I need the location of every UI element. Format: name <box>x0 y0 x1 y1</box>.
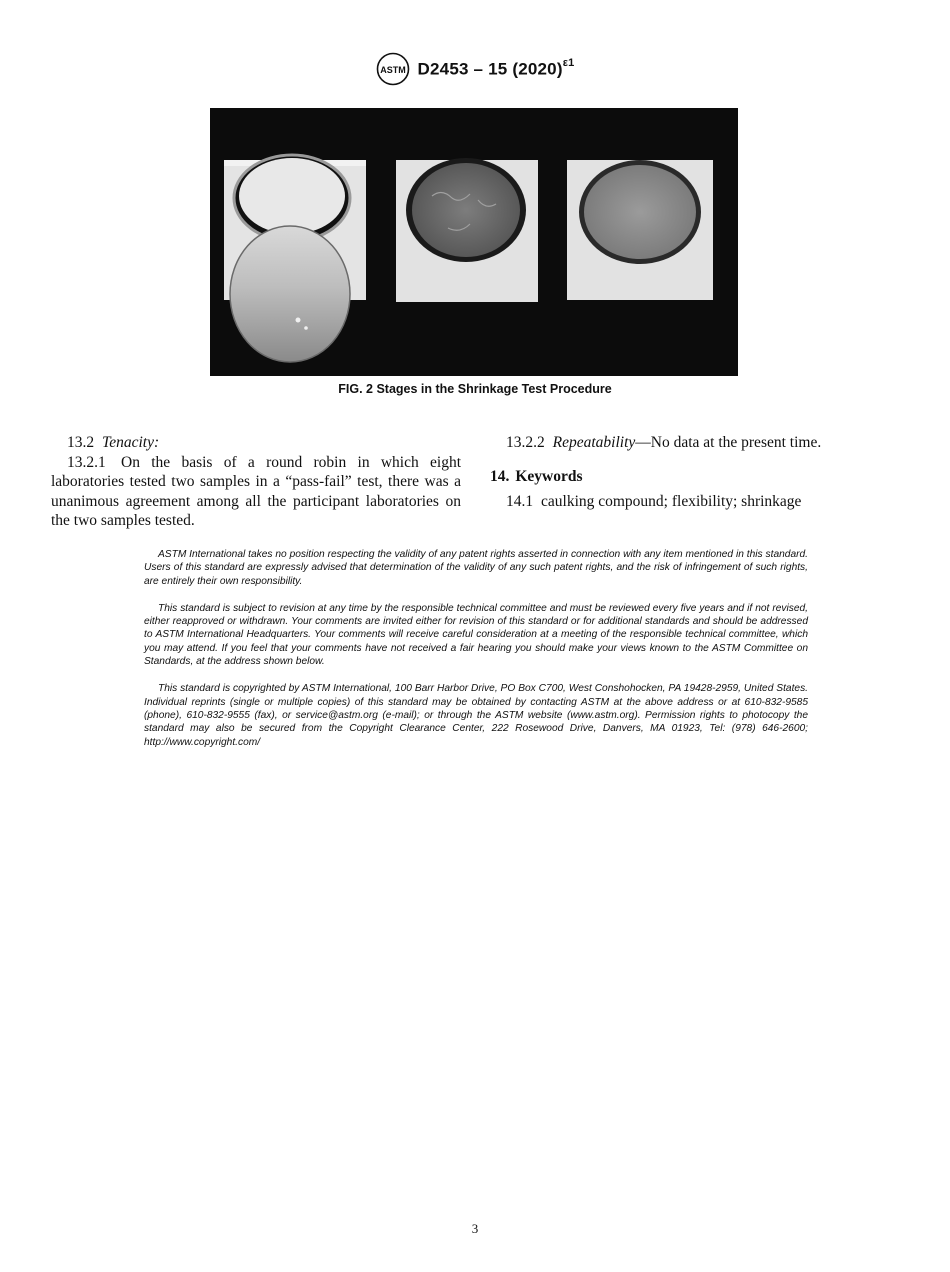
shrinkage-test-photo <box>210 108 738 376</box>
astm-notices <box>144 548 808 763</box>
figure-caption: FIG. 2 Stages in the Shrinkage Test Procedure <box>338 382 612 396</box>
section-13-2: 13.2 Tenacity: <box>67 434 160 451</box>
stage-2-mold <box>396 158 538 302</box>
patent-notice: ASTM International takes no position respecting the validity of any patent rights asserted in connection with any item mentioned in this standard. Users of this standard are expressly advised that determination of the validity of any such patent rights, and the risk of infringement of such rights, are entirely their own responsibility. <box>144 549 808 587</box>
revision-notice: This standard is subject to revision at any time by the responsible technical committee and must be reviewed every five years and if not revised, either reapproved or withdrawn. Your comments are invited either for revision of this standard or for additional standards and should be addressed to ASTM International Headquarters. Your comments will receive careful consideration at a meeting of the responsible technical committee, which you may attend. If you feel that your comments have not received a fair hearing you should make your views known to the ASTM Committee on Standards, at the address shown below. <box>144 602 808 668</box>
section-14-heading: 14. Keywords <box>490 467 583 485</box>
page-header <box>0 52 950 91</box>
astm-logo-icon <box>376 52 410 86</box>
epsilon-superscript: ε1 <box>562 56 575 69</box>
left-column <box>51 433 461 531</box>
right-column <box>490 433 900 512</box>
stage-3-mold <box>567 160 713 300</box>
copyright-notice: This standard is copyrighted by ASTM International, 100 Barr Harbor Drive, PO Box C700, West Conshohocken, PA 19428-2959, United States. Individual reprints (single or multiple copies) of this standard may be obtained by contacting ASTM at the above address or at 610-832-9585 (phone), 610-832-9555 (fax), or service@astm.org (e-mail); or through the ASTM website (www.astm.org). Permission rights to photocopy the standard may also be secured from the Copyright Clearance Center, 222 Rosewood Drive, Danvers, MA 01923, Tel: (978) 646-2600; http://www.copyright.com/ <box>144 683 808 748</box>
svg-text:ASTM: ASTM <box>379 65 406 75</box>
section-13-2-2: 13.2.2 Repeatability—No data at the present time. <box>506 434 822 451</box>
standard-designation: D2453 – 15 $(2020)^{\varepsilon 1}$ <box>417 56 575 79</box>
figure-2-photo <box>210 108 738 376</box>
page-number: 3 <box>471 1221 479 1236</box>
section-14-1: 14.1 caulking compound; flexibility; shrinkage <box>506 493 802 510</box>
section-13-2-1: 13.2.1 On the basis of a round robin in which eight laboratories tested two samples in a “pass-fail” test, there was a unanimous agreement among all the participant laboratories on the two samples tested. <box>51 453 461 529</box>
